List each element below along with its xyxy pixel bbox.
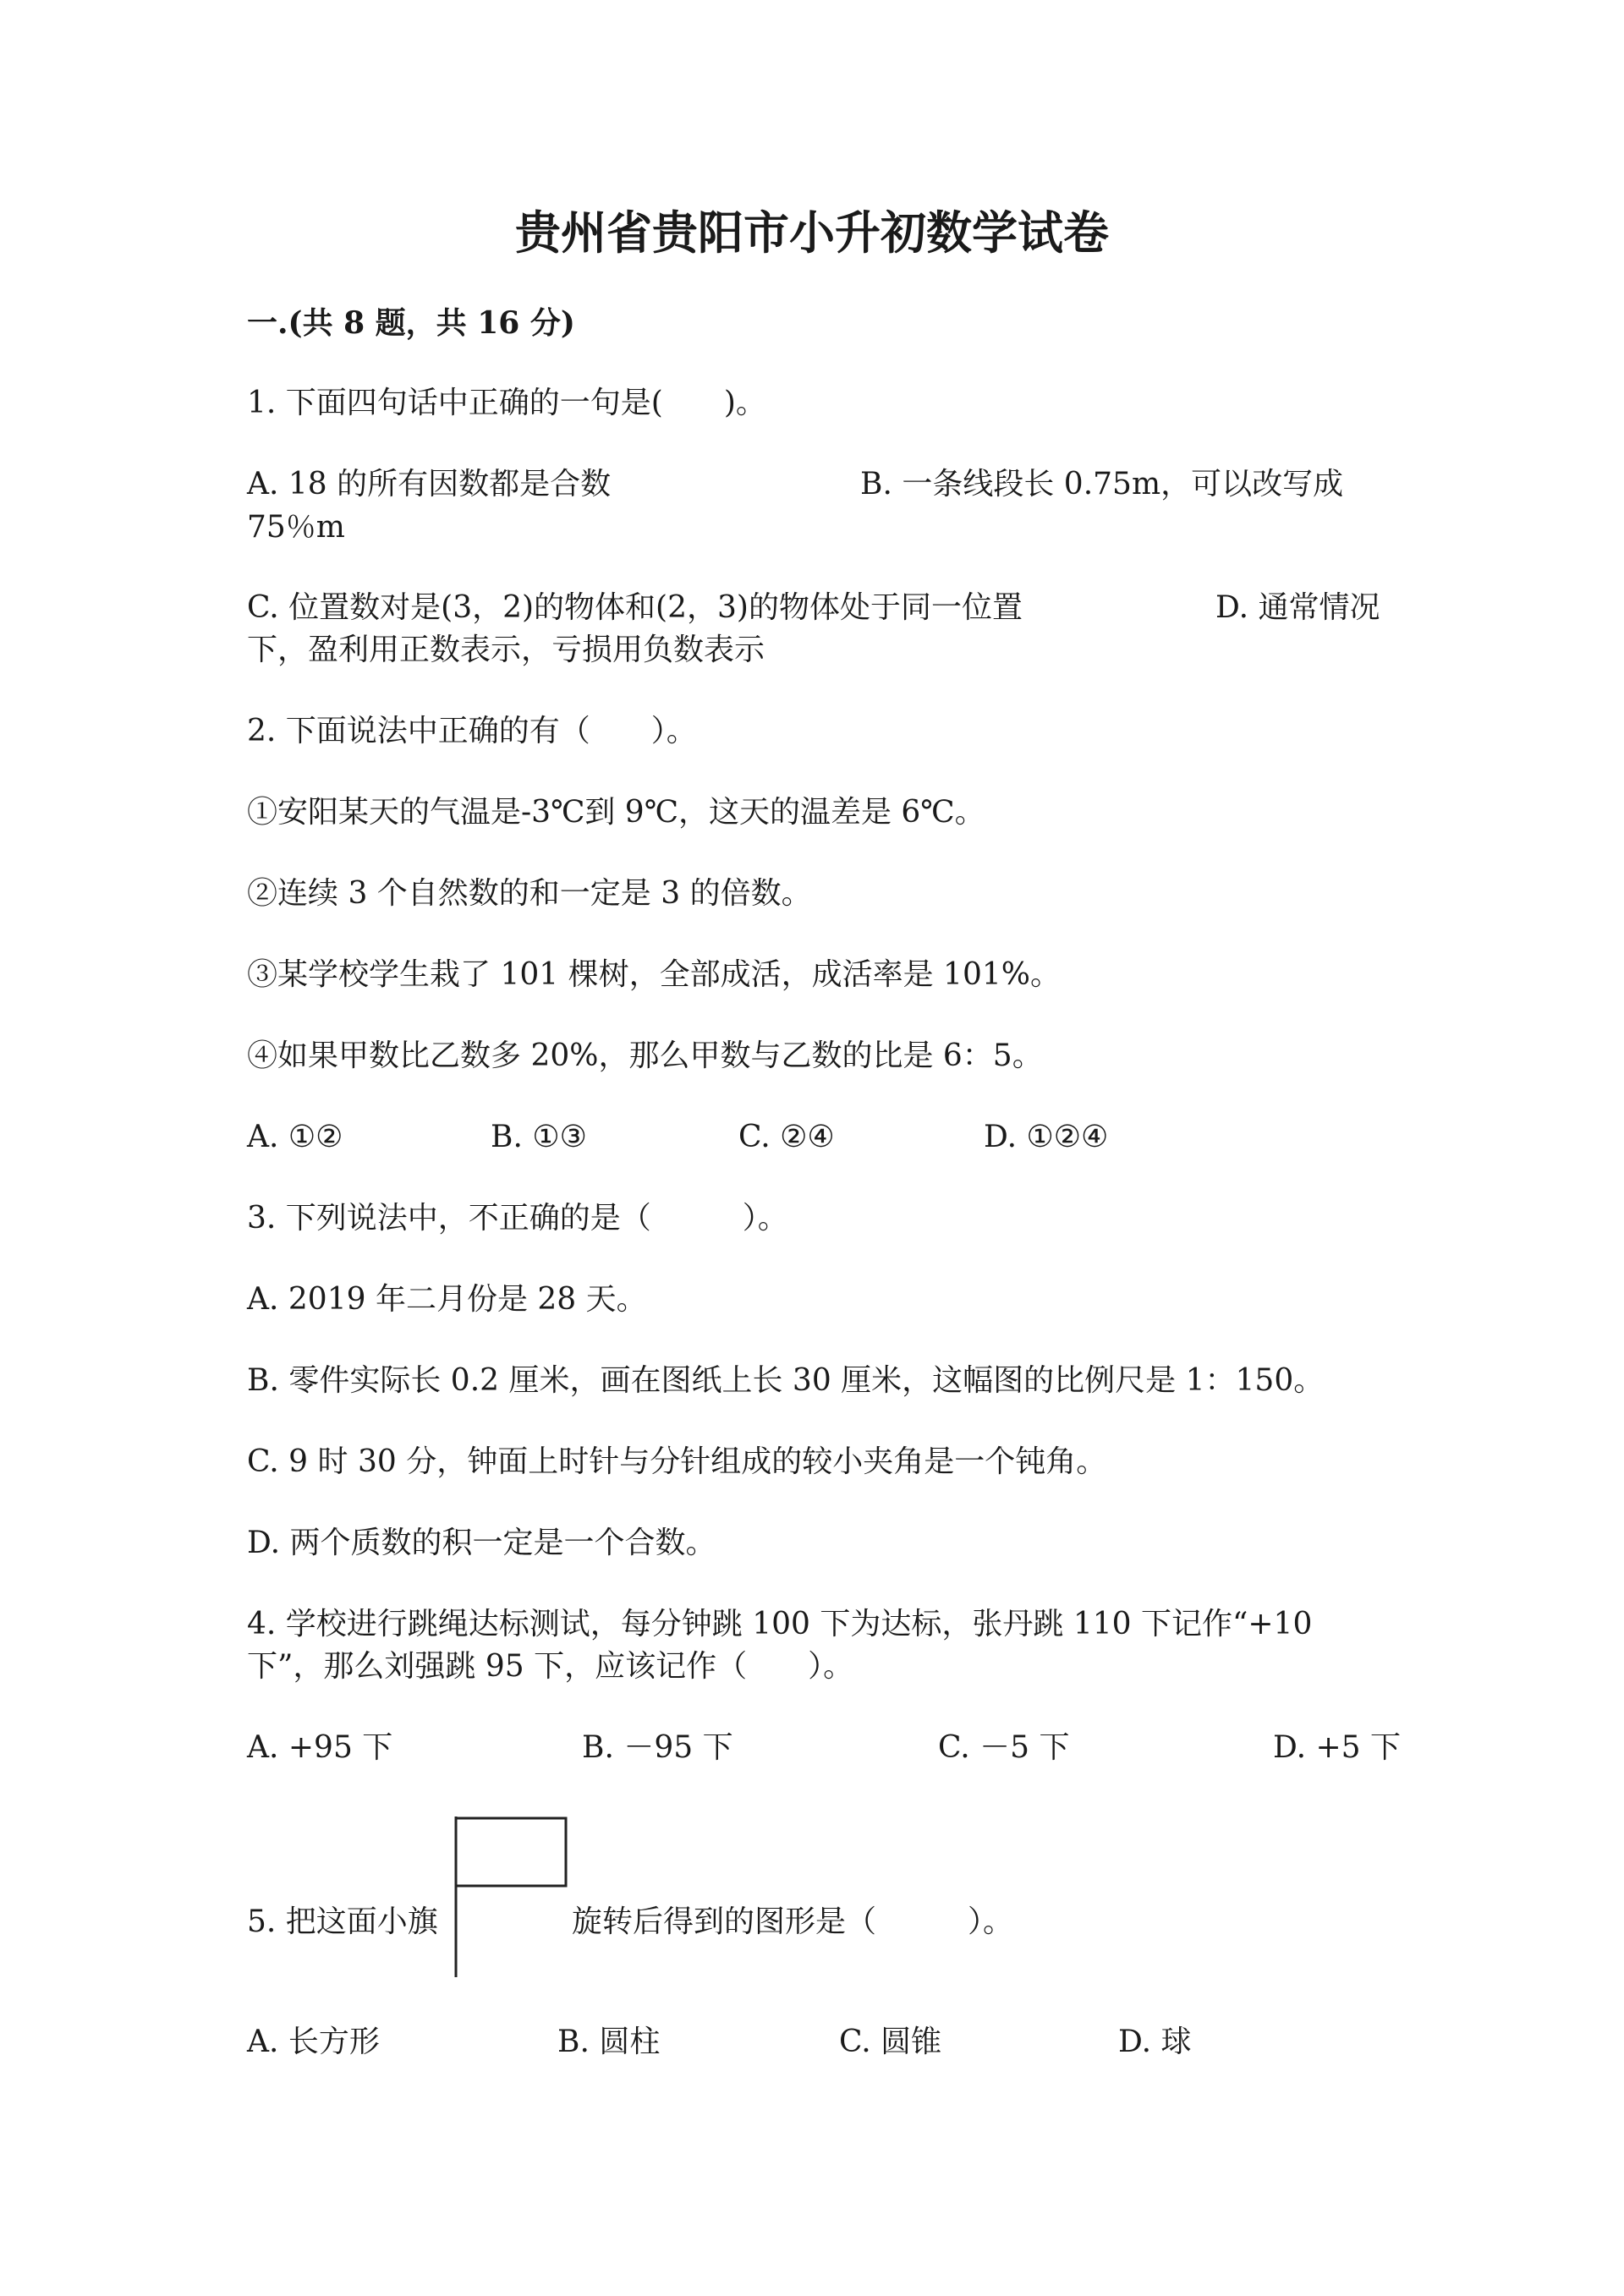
q1-option-b-line2: 75％m [247,510,345,545]
q2-statement-4: ④如果甲数比乙数多 20%，那么甲数与乙数的比是 6：5。 [247,1038,1043,1073]
flag-figure [453,1817,568,1977]
section-header: 一.(共 8 题，共 16 分) [247,305,575,341]
q1-option-d-line1: D. 通常情况 [1215,590,1380,625]
q1-stem: 1. 下面四句话中正确的一句是( )。 [247,386,766,420]
q3-option-a: A. 2019 年二月份是 28 天。 [247,1282,647,1317]
q2-statement-3: ③某学校学生栽了 101 棵树，全部成活，成活率是 101%。 [247,957,1061,992]
q5-stem-after: 旋转后得到的图形是（ ）。 [572,1904,1014,1939]
q4-stem-line1: 4. 学校进行跳绳达标测试，每分钟跳 100 下为达标，张丹跳 110 下记作“+10 [247,1607,1313,1641]
q4-option-c: C. －5 下 [938,1730,1070,1765]
page-title: 贵州省贵阳市小升初数学试卷 [515,205,1109,260]
q4-option-b: B. －95 下 [582,1730,733,1765]
q4-stem-line2: 下”，那么刘强跳 95 下，应该记作（ ）。 [247,1649,854,1684]
q2-option-b: B. ①③ [491,1120,587,1154]
q1-option-c: C. 位置数对是(3，2)的物体和(2，3)的物体处于同一位置 [247,590,1023,625]
q2-option-c: C. ②④ [738,1120,835,1154]
q5-stem-before: 5. 把这面小旗 [247,1904,438,1939]
q2-option-a: A. ①② [247,1120,343,1154]
q5-option-d: D. 球 [1118,2025,1192,2059]
q5-option-c: C. 圆锥 [839,2025,942,2059]
q3-option-c: C. 9 时 30 分，钟面上时针与分针组成的较小夹角是一个钝角。 [247,1444,1107,1479]
q3-option-b: B. 零件实际长 0.2 厘米，画在图纸上长 30 厘米，这幅图的比例尺是 1：150。 [247,1363,1325,1398]
q3-option-d: D. 两个质数的积一定是一个合数。 [247,1526,716,1560]
q2-statement-2: ②连续 3 个自然数的和一定是 3 的倍数。 [247,876,812,911]
q1-option-d-line2: 下，盈利用正数表示，亏损用负数表示 [247,633,765,667]
q5-option-a: A. 长方形 [247,2025,380,2059]
q4-option-a: A. +95 下 [247,1730,393,1765]
flag-rectangle [456,1818,566,1886]
q4-option-d: D. +5 下 [1273,1730,1401,1765]
q1-option-b-line1: B. 一条线段长 0.75m，可以改写成 [860,467,1344,501]
q2-option-d: D. ①②④ [984,1120,1109,1154]
q2-stem: 2. 下面说法中正确的有（ ）。 [247,714,697,748]
q2-statement-1: ①安阳某天的气温是-3℃到 9℃，这天的温差是 6℃。 [247,795,985,830]
q3-stem: 3. 下列说法中，不正确的是（ ）。 [247,1201,788,1236]
q1-option-a: A. 18 的所有因数都是合数 [247,467,612,501]
q5-option-b: B. 圆柱 [557,2025,661,2059]
